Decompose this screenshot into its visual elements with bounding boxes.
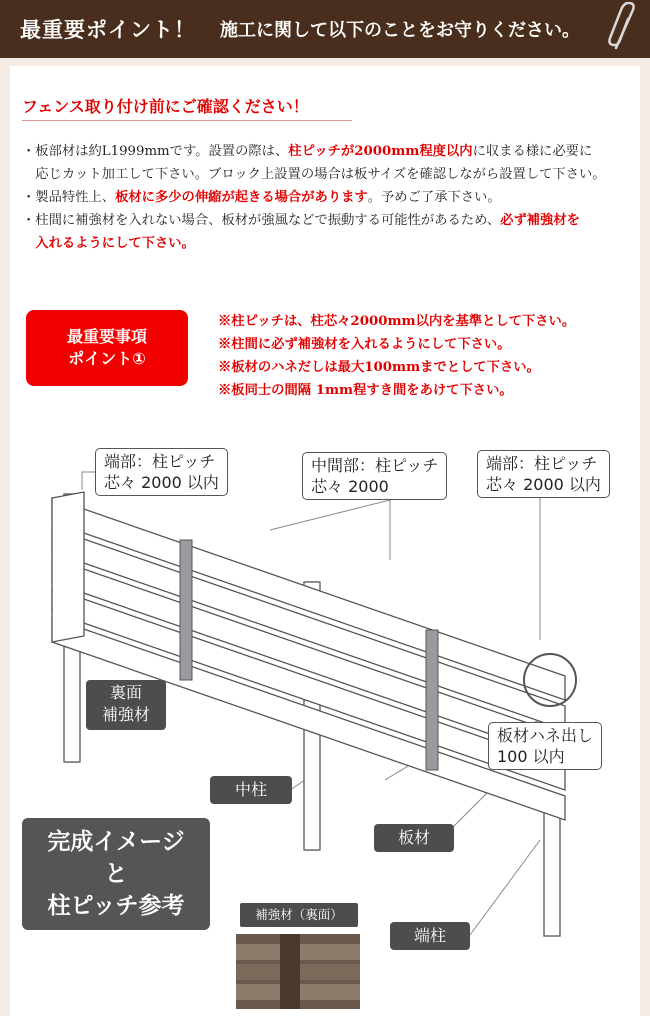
note-emphasis: 板材に多少の伸縮が起きる場合があります [115, 190, 368, 205]
page-title: 最重要ポイント！ [20, 18, 196, 42]
note-emphasis: 入れるようにして下さい。 [35, 236, 195, 251]
note-text: 。予めご了承下さい。 [367, 190, 501, 205]
tag-back-reinforce [86, 680, 166, 730]
big-label-line: 柱ピッチ参考 [47, 893, 185, 919]
label-line: 板材ハネ出し [497, 726, 594, 745]
big-label-line: 完成イメージ [47, 829, 185, 855]
label-line: 端部：柱ピッチ [104, 452, 216, 471]
label-end-pitch-left [95, 448, 228, 496]
note-text: 応じカット加工して下さい。ブロック上設置の場合は板サイズを確認しながら設置して下さい。 [22, 167, 606, 182]
label-line: 芯々 2000 [311, 477, 389, 496]
tag-end-post: 端柱 [390, 922, 470, 950]
completion-image-label [22, 818, 210, 930]
big-label-line: と [104, 861, 128, 887]
page-subtitle: 施工に関して以下のことをお守りください。 [220, 20, 580, 41]
pitch-note: ※柱間に必ず補強材を入れるようにして下さい。 [218, 337, 511, 352]
reinforcement-photo [236, 934, 360, 1009]
note-text: ・板部材は約L1999mmです。設置の際は、 [22, 144, 289, 159]
photo-label: 補強材（裏面） [240, 903, 358, 927]
label-mid-pitch [302, 452, 447, 500]
warning-title: フェンス取り付け前にご確認ください！ [22, 94, 352, 121]
tag-line: 裏面 [109, 683, 142, 702]
note-text: ・製品特性上、 [22, 190, 116, 205]
label-line: 芯々 2000 以内 [486, 475, 601, 494]
badge-line: 最重要事項 [66, 327, 147, 346]
label-end-pitch-right [477, 450, 610, 498]
reinforcement-photo-image [236, 934, 360, 1009]
label-line: 端部：柱ピッチ [486, 454, 598, 473]
note-text: に収まる様に必要に [472, 144, 593, 159]
pitch-note: ※板同士の間隔 1mm程すき間をあけて下さい。 [218, 383, 513, 398]
note-emphasis: 必ず補強材を [500, 213, 580, 228]
tag-middle-post: 中柱 [210, 776, 292, 804]
label-overhang [488, 722, 602, 770]
badge-line: ポイント① [68, 349, 146, 368]
pitch-note: ※柱ピッチは、柱芯々2000mm以内を基準として下さい。 [218, 314, 576, 329]
note-text: ・柱間に補強材を入れない場合、板材が強風などで振動する可能性があるため、 [22, 213, 501, 228]
tag-board: 板材 [374, 824, 454, 852]
label-line: 100 以内 [497, 747, 565, 766]
label-line: 芯々 2000 以内 [104, 473, 219, 492]
label-line: 中間部：柱ピッチ [311, 456, 439, 475]
pitch-note: ※板材のハネだしは最大100mmまでとして下さい。 [218, 360, 540, 375]
tag-line: 補強材 [101, 705, 150, 724]
note-emphasis: 柱ピッチが2000mm程度以内 [288, 144, 473, 159]
